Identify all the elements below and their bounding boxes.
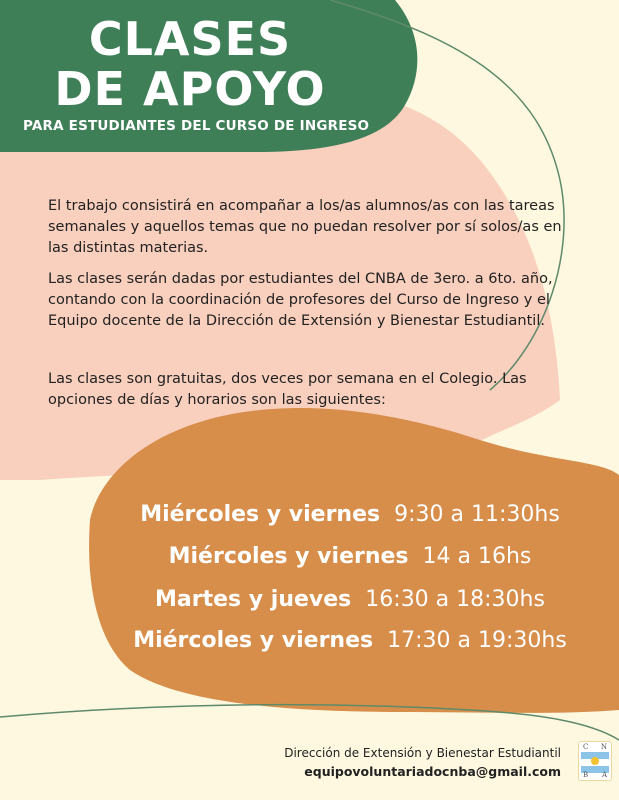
logo-letter: C: [583, 743, 589, 751]
schedule-row: [100, 543, 600, 571]
paragraph-2: Las clases serán dadas por estudiantes del CNBA de 3ero. a 6to. año, contando con la coordinación de profesores del Curso de Ingreso y el Equipo docente de la Dirección de Extensión y Bienestar Estudiantil.: [48, 271, 553, 329]
schedule-hours: 17:30 a 19:30hs: [387, 628, 567, 653]
cnba-logo: [578, 741, 612, 781]
subtitle: PARA ESTUDIANTES DEL CURSO DE INGRESO: [23, 118, 370, 134]
logo-sun-icon: [591, 757, 599, 765]
schedule-row: [100, 501, 600, 529]
paragraph-1: El trabajo consistirá en acompañar a los/as alumnos/as con las tareas semanales y aquellos temas que no puedan resolver por sí solos/as en las distintas materias.: [48, 198, 562, 256]
schedule-hours: 9:30 a 11:30hs: [394, 502, 560, 527]
schedule-days: Martes y jueves: [155, 587, 352, 612]
schedule-row: [100, 627, 600, 655]
logo-letter: N: [600, 743, 607, 751]
footer-email: equipovoluntariadocnba@gmail.com: [304, 764, 561, 779]
footer-department: Dirección de Extensión y Bienestar Estudiantil: [284, 746, 561, 760]
schedule-row: [100, 586, 600, 614]
schedule-hours: 14 a 16hs: [422, 544, 532, 569]
schedule-days: Miércoles y viernes: [168, 544, 409, 569]
logo-letter: B: [583, 771, 589, 779]
title-line-2: DE APOYO: [54, 62, 326, 116]
schedule-hours: 16:30 a 18:30hs: [365, 587, 545, 612]
title-line-1: CLASES: [88, 12, 292, 66]
paragraph-3: Las clases son gratuitas, dos veces por semana en el Colegio. Las opciones de días y horarios son las siguientes:: [48, 371, 527, 408]
schedule-days: Miércoles y viernes: [140, 502, 381, 527]
schedule-days: Miércoles y viernes: [133, 628, 374, 653]
logo-letter: A: [601, 771, 607, 779]
